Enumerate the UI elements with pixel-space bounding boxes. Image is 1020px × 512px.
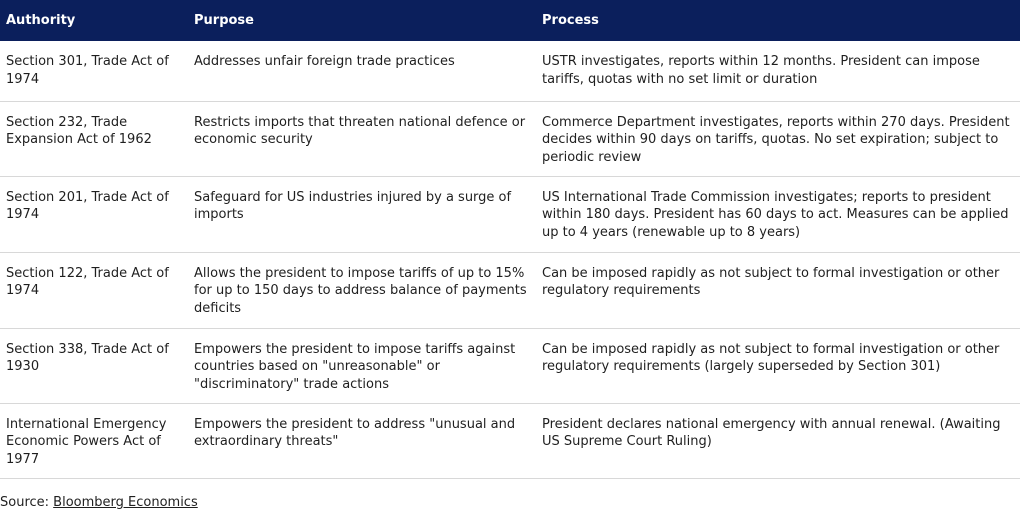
- cell-purpose: Empowers the president to address "unusual and extraordinary threats": [188, 403, 536, 478]
- cell-purpose: Empowers the president to impose tariffs against countries based on "unreasonable" or "discriminatory" trade actions: [188, 328, 536, 403]
- cell-purpose: Safeguard for US industries injured by a surge of imports: [188, 176, 536, 252]
- cell-authority: Section 301, Trade Act of 1974: [0, 41, 188, 101]
- cell-process: Can be imposed rapidly as not subject to formal investigation or other regulatory requirements: [536, 252, 1020, 328]
- cell-process: President declares national emergency with annual renewal. (Awaiting US Supreme Court Ruling): [536, 403, 1020, 478]
- source-note: [0, 494, 198, 511]
- cell-purpose: Addresses unfair foreign trade practices: [188, 41, 536, 101]
- source-link[interactable]: Bloomberg Economics: [53, 495, 198, 510]
- header-process: Process: [542, 12, 599, 28]
- table-row: [0, 101, 1020, 176]
- cell-purpose: Allows the president to impose tariffs of up to 15% for up to 150 days to address balance of payments deficits: [188, 252, 536, 328]
- cell-purpose: Restricts imports that threaten national defence or economic security: [188, 101, 536, 176]
- cell-authority: Section 122, Trade Act of 1974: [0, 252, 188, 328]
- cell-process: US International Trade Commission investigates; reports to president within 180 days. President has 60 days to act. Measures can be applied up to 4 years (renewable up to 8 years): [536, 176, 1020, 252]
- cell-process: Commerce Department investigates, reports within 270 days. President decides within 90 days on tariffs, quotas. No set expiration; subject to periodic review: [536, 101, 1020, 176]
- cell-authority: International Emergency Economic Powers Act of 1977: [0, 403, 188, 478]
- header-purpose: Purpose: [194, 12, 254, 28]
- header-authority: Authority: [6, 12, 76, 28]
- table-row: [0, 41, 1020, 101]
- table-row: [0, 176, 1020, 252]
- table-header-row: [0, 0, 1020, 41]
- cell-authority: Section 232, Trade Expansion Act of 1962: [0, 101, 188, 176]
- source-prefix: Source:: [0, 495, 54, 510]
- cell-process: USTR investigates, reports within 12 months. President can impose tariffs, quotas with no set limit or duration: [536, 41, 1020, 101]
- table-row: [0, 328, 1020, 403]
- cell-process: Can be imposed rapidly as not subject to formal investigation or other regulatory requirements (largely superseded by Section 301): [536, 328, 1020, 403]
- table-row: [0, 403, 1020, 478]
- cell-authority: Section 201, Trade Act of 1974: [0, 176, 188, 252]
- table-row: [0, 252, 1020, 328]
- cell-authority: Section 338, Trade Act of 1930: [0, 328, 188, 403]
